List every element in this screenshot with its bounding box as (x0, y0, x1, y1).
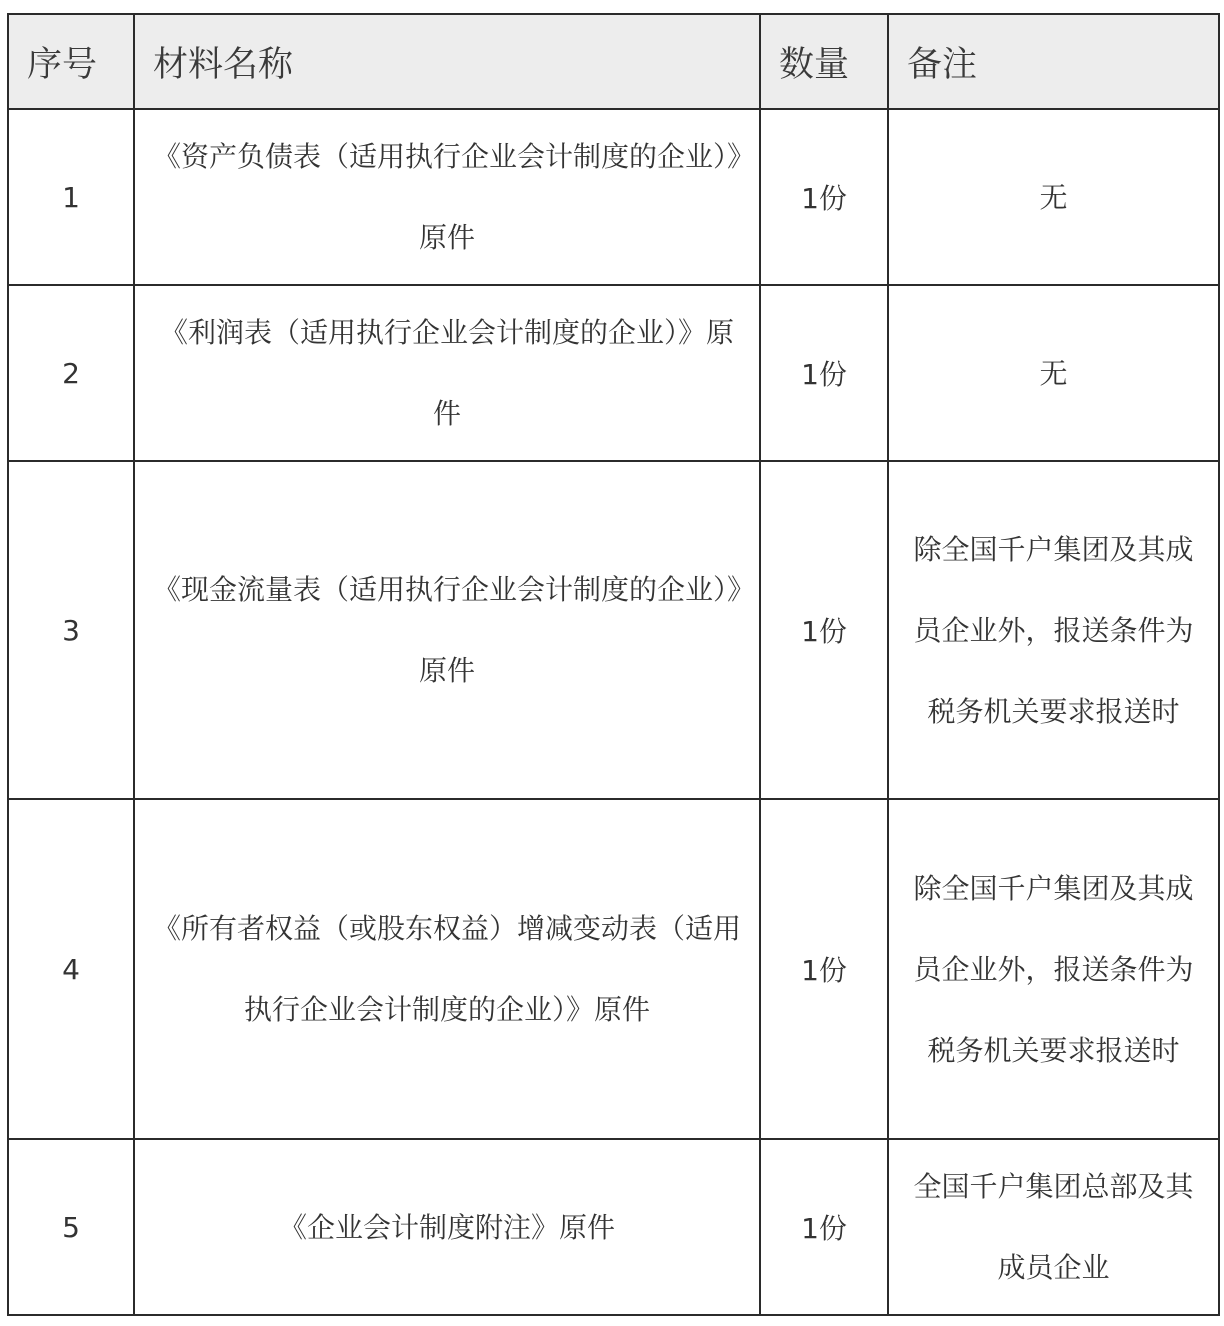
row-index: 1 (8, 109, 134, 285)
row-quantity: 1份 (760, 461, 888, 799)
materials-table (7, 13, 1220, 1316)
header-material-name: 材料名称 (134, 14, 760, 109)
row-material-name (134, 1139, 760, 1315)
row-remark (888, 461, 1219, 799)
remark-text: 全国千户集团总部及其成员企业 (913, 1170, 1194, 1284)
material-name-text: 《资产负债表（适用执行企业会计制度的企业）》原件 (152, 140, 741, 254)
row-index: 5 (8, 1139, 134, 1315)
remark-text: 除全国千户集团及其成员企业外，报送条件为税务机关要求报送时 (913, 871, 1194, 1067)
header-remark: 备注 (888, 14, 1219, 109)
header-quantity: 数量 (760, 14, 888, 109)
row-quantity: 1份 (760, 109, 888, 285)
row-remark (888, 799, 1219, 1139)
row-quantity: 1份 (760, 1139, 888, 1315)
material-name-text: 《利润表（适用执行企业会计制度的企业）》原件 (159, 316, 734, 430)
row-material-name (134, 109, 760, 285)
remark-text: 无 (1039, 356, 1068, 390)
row-remark (888, 1139, 1219, 1315)
table-header (8, 14, 1219, 109)
table-row (8, 461, 1219, 799)
row-index: 3 (8, 461, 134, 799)
remark-text: 除全国千户集团及其成员企业外，报送条件为税务机关要求报送时 (913, 532, 1194, 728)
row-index: 4 (8, 799, 134, 1139)
table-row (8, 1139, 1219, 1315)
material-name-text: 《所有者权益（或股东权益）增减变动表（适用执行企业会计制度的企业）》原件 (152, 912, 741, 1026)
material-name-text: 《现金流量表（适用执行企业会计制度的企业）》原件 (152, 573, 741, 687)
header-index: 序号 (8, 14, 134, 109)
material-name-text: 《企业会计制度附注》原件 (278, 1210, 615, 1244)
header-row (8, 14, 1219, 109)
row-material-name (134, 285, 760, 461)
table-row (8, 109, 1219, 285)
row-index: 2 (8, 285, 134, 461)
remark-text: 无 (1039, 180, 1068, 214)
row-material-name (134, 461, 760, 799)
row-quantity: 1份 (760, 799, 888, 1139)
row-remark (888, 109, 1219, 285)
row-remark (888, 285, 1219, 461)
row-material-name (134, 799, 760, 1139)
table-row (8, 799, 1219, 1139)
row-quantity: 1份 (760, 285, 888, 461)
table-body (8, 109, 1219, 1315)
table-row (8, 285, 1219, 461)
